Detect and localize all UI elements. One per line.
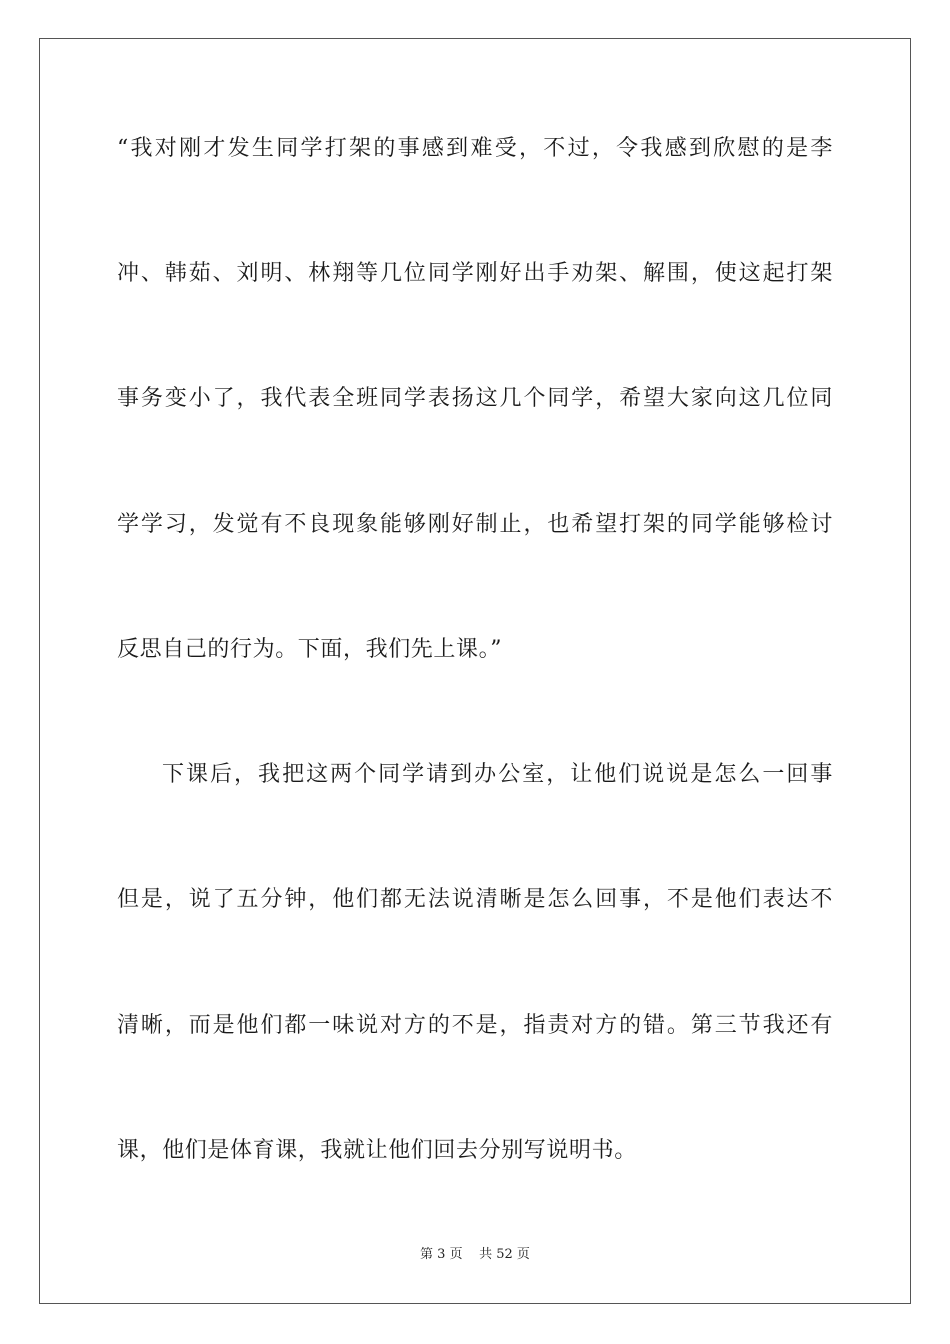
page-number: 第 3 页 <box>420 1247 463 1262</box>
page-total: 共 52 页 <box>479 1247 530 1262</box>
body-text-line: 反思自己的行为。下面，我们先上课。” <box>117 637 503 662</box>
body-text-line: “我对刚才发生同学打架的事感到难受，不过，令我感到欣慰的是李 <box>117 136 833 161</box>
body-text-line: 冲、韩茹、刘明、林翔等几位同学刚好出手劝架、解围，使这起打架 <box>117 261 833 286</box>
body-text-line: 但是，说了五分钟，他们都无法说清晰是怎么回事，不是他们表达不 <box>117 887 833 912</box>
body-text-line: 清晰，而是他们都一味说对方的不是，指责对方的错。第三节我还有 <box>117 1013 833 1038</box>
body-text-line: 事务变小了，我代表全班同学表扬这几个同学，希望大家向这几位同 <box>117 386 833 411</box>
body-text-line: 学学习，发觉有不良现象能够刚好制止，也希望打架的同学能够检讨 <box>117 512 833 537</box>
page-frame <box>39 38 911 1304</box>
body-text-line: 课，他们是体育课，我就让他们回去分别写说明书。 <box>117 1138 637 1163</box>
page-footer <box>0 1246 950 1264</box>
body-text-line: 下课后，我把这两个同学请到办公室，让他们说说是怎么一回事 <box>162 762 833 787</box>
